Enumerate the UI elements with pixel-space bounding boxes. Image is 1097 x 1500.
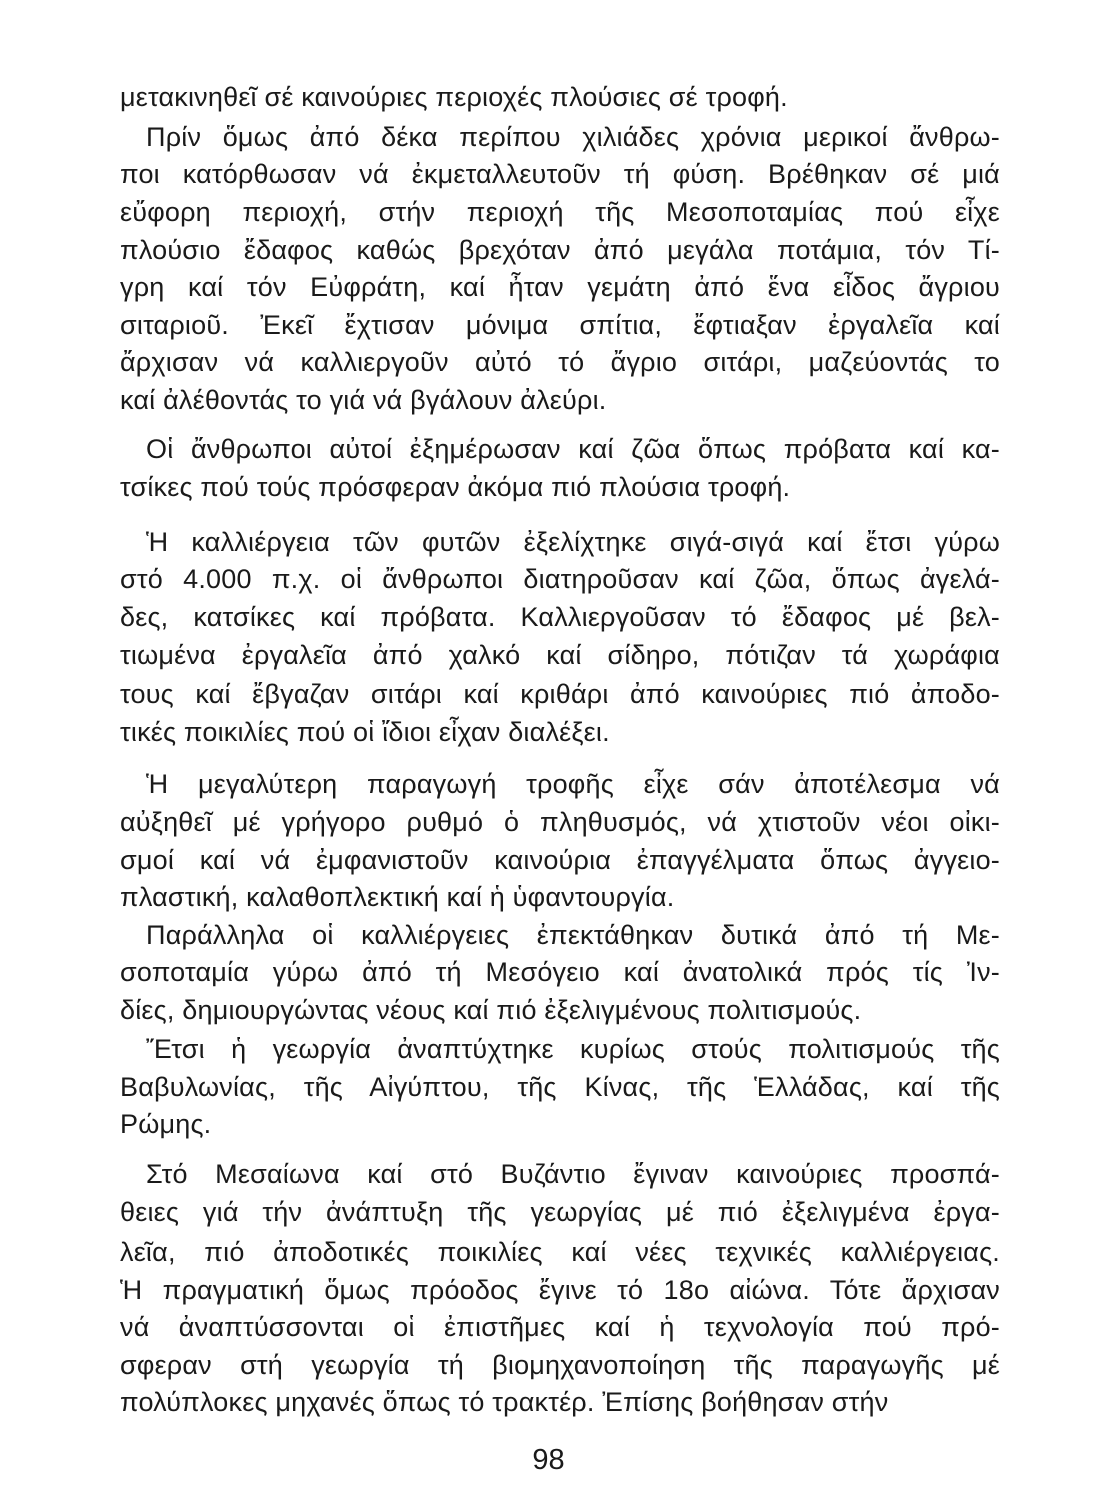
text-line: νά ἀναπτύσσονται οἱ ἐπιστῆμες καί ἡ τεχνολογία πού πρό- — [120, 1312, 1000, 1342]
text-line: Βαβυλωνίας, τῆς Αἰγύπτου, τῆς Κίνας, τῆς Ἑλλάδας, καί τῆς — [120, 1072, 1000, 1102]
text-line: σιταριοῦ. Ἐκεῖ ἔχτισαν μόνιμα σπίτια, ἔφτιαξαν ἐργαλεῖα καί — [120, 310, 1000, 340]
text-line: Ρώμης. — [120, 1109, 212, 1139]
text-line: πολύπλοκες μηχανές ὅπως τό τρακτέρ. Ἐπίσης βοήθησαν στήν — [120, 1387, 889, 1417]
text-line: γρη καί τόν Εὐφράτη, καί ἦταν γεμάτη ἀπό ἕνα εἶδος ἄγριου — [120, 272, 1000, 302]
text-line: πλούσιο ἔδαφος καθώς βρεχόταν ἀπό μεγάλα ποτάμια, τόν Τί- — [120, 235, 1000, 265]
text-line: Ἡ πραγματική ὅμως πρόοδος ἔγινε τό 18ο αἰώνα. Τότε ἄρχισαν — [120, 1275, 1000, 1305]
text-line: στό 4.000 π.χ. οἱ ἄνθρωποι διατηροῦσαν καί ζῶα, ὅπως ἀγελά- — [120, 564, 1000, 594]
text-line: Πρίν ὅμως ἀπό δέκα περίπου χιλιάδες χρόνια μερικοί ἄνθρω- — [146, 122, 1000, 152]
text-line: Ἡ καλλιέργεια τῶν φυτῶν ἐξελίχτηκε σιγά-σιγά καί ἔτσι γύρω — [146, 527, 1000, 557]
text-line: Στό Μεσαίωνα καί στό Βυζάντιο ἔγιναν καινούριες προσπά- — [146, 1159, 1000, 1189]
text-line: ποι κατόρθωσαν νά ἐκμεταλλευτοῦν τή φύση. Βρέθηκαν σέ μιά — [120, 159, 1000, 189]
text-line: Ἡ μεγαλύτερη παραγωγή τροφῆς εἶχε σάν ἀποτέλεσμα νά — [146, 769, 1000, 799]
text-line: Ἔτσι ἡ γεωργία ἀναπτύχτηκε κυρίως στούς πολιτισμούς τῆς — [146, 1034, 1000, 1064]
text-line: τιωμένα ἐργαλεῖα ἀπό χαλκό καί σίδηρο, πότιζαν τά χωράφια — [120, 640, 1000, 670]
text-line: δίες, δημιουργώντας νέους καί πιό ἐξελιγμένους πολιτισμούς. — [120, 995, 862, 1025]
text-line: σφεραν στή γεωργία τή βιομηχανοποίηση τῆς παραγωγῆς μέ — [120, 1350, 1000, 1380]
text-line: δες, κατσίκες καί πρόβατα. Καλλιεργοῦσαν τό ἔδαφος μέ βελ- — [120, 602, 1000, 632]
text-line: ἄρχισαν νά καλλιεργοῦν αὐτό τό ἄγριο σιτάρι, μαζεύοντάς το — [120, 347, 1000, 377]
text-line: αὐξηθεῖ μέ γρήγορο ρυθμό ὁ πληθυσμός, νά χτιστοῦν νέοι οἰκι- — [120, 807, 1000, 837]
text-line: σμοί καί νά ἐμφανιστοῦν καινούρια ἐπαγγέλματα ὅπως ἀγγειο- — [120, 845, 1000, 875]
text-line: Παράλληλα οἱ καλλιέργειες ἐπεκτάθηκαν δυτικά ἀπό τή Με- — [146, 920, 1000, 950]
text-line: τσίκες πού τούς πρόσφεραν ἀκόμα πιό πλούσια τροφή. — [120, 472, 791, 502]
text-line: εὔφορη περιοχή, στήν περιοχή τῆς Μεσοποταμίας πού εἶχε — [120, 197, 1000, 227]
text-line: θειες γιά τήν ἀνάπτυξη τῆς γεωργίας μέ πιό ἐξελιγμένα ἐργα- — [120, 1197, 1000, 1227]
text-line: πλαστική, καλαθοπλεκτική καί ἡ ὑφαντουργία. — [120, 882, 675, 912]
text-line: σοποταμία γύρω ἀπό τή Μεσόγειο καί ἀνατολικά πρός τίς Ἰν- — [120, 957, 1000, 987]
page-number: 98 — [532, 1444, 565, 1476]
text-line: καί ἀλέθοντάς το γιά νά βγάλουν ἀλεύρι. — [120, 385, 607, 415]
text-line: τικές ποικιλίες πού οἱ ἴδιοι εἶχαν διαλέξει. — [120, 717, 610, 747]
text-line: τους καί ἔβγαζαν σιτάρι καί κριθάρι ἀπό καινούριες πιό ἀποδο- — [120, 679, 1000, 709]
text-line: μετακινηθεῖ σέ καινούριες περιοχές πλούσιες σέ τροφή. — [120, 82, 788, 112]
text-line: λεῖα, πιό ἀποδοτικές ποικιλίες καί νέες τεχνικές καλλιέργειας. — [120, 1237, 1000, 1267]
text-line: Οἱ ἄνθρωποι αὐτοί ἐξημέρωσαν καί ζῶα ὅπως πρόβατα καί κα- — [146, 434, 1000, 464]
